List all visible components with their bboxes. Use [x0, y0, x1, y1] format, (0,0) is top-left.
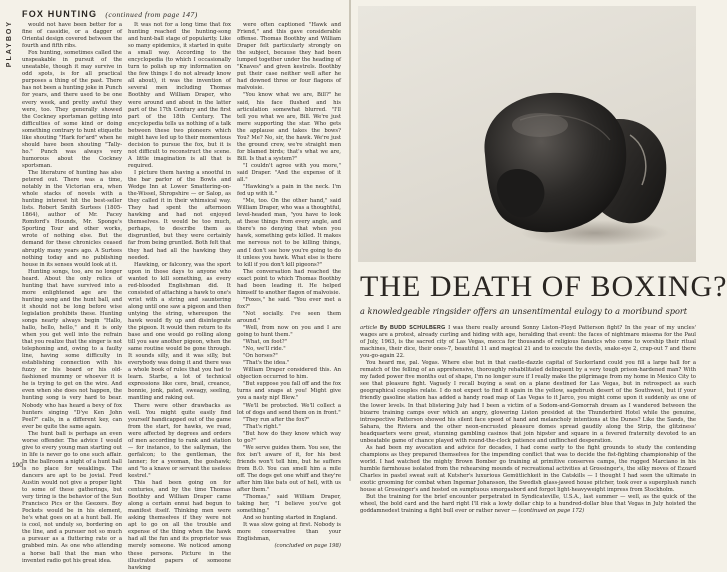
paragraph: "Thomas," said William Draper, taking her, "I believe you've got something." — [237, 494, 341, 515]
boxing-glove-icon — [460, 60, 690, 250]
concluded-note: (concluded on page 198) — [274, 543, 341, 550]
paragraph: It was slow going at first. Nobody is more conservative than your Englishman, — [237, 522, 341, 543]
paragraph: You heard me, pal. Vegas. Where else but in that castle-dazzle capital of Suckerland could you fill a large hall for a rematch of the felling of an apprehensive, thoroughly rehabilitated delinquent by a very tough prison-hardened man? With my faded power five months out of shape, I'm no longer sure if I really make the pilgrimage from my home in Mexico City to see that pleasure fight. Vaguely I recall buying a seat on a plane destined for Las Vegas, but in retrospect as such geographical couples relate. I do not expect to find it again in the yellow, sagebrush desert of the Southwest, but if your friendly gasoline station has added a handy road map of Las Vegas to it Jarco, you might come upon it suddenly as one of the lower levels. In that blistering July had I been a victim of a Sodom-and-Gomorrah dream as I wandered between the bizarre training camps over which an angry, glowering Liston presided at the Thunderbird Hotel while the genuine, introspective Patterson showed his silent face speed of hand and melancholy intentions at the Dunes? Like the Sands, the Sahara, the Riviera and the other neon-encrusted pleasure domes spread gaudily along the Strip, the glitziness' headquarters were great, stunning gambling casinos that join hipster and square in a fevered fraternity devoted to an unbeatable game of chance played with round-the-clock patience and unflinched desperation. — [360, 360, 696, 444]
paragraph: There were other drawbacks as well. You might quite easily find yourself handicapped out of the game from the start, for hawks, we read, were affected by degrees and orders of men according to rank and station — for instance, to the sallyman, the gerfalcon; to the gentleman, the lanner; for a yeoman, the goshawk; and "to a knave or servant the useless kestrel." — [128, 402, 231, 479]
page-gutter — [349, 0, 351, 481]
paragraph: would not have been better for a fine of cassidie, or a dagger of Oriental design covered between the fourth and fifth ribs. — [22, 22, 122, 50]
paragraph: "That's the idea." — [243, 360, 290, 367]
paragraph: I was there really around Sonny Liston–Floyd Patterson fight? In the year of my uncles' wages are a protest, already curling and hiding with age, heralding that event: the faces of nightmare miasma for the Paul of July, 1963, is the sacred city of Las Vegas, mecca for thousands of religious fanatics who come to worship their ritual machines, their dice, their ones-7, beautiful 11 and magical 21 and to execute the devils, snake-eye 2, crap-out 7 and there you-go-again 22. — [360, 325, 696, 360]
paragraph: Hunting songs, too, are no longer heard. About the only relics of hunting that have survived into a more enlightened age are the hunting song and the hunt ball, and it should not be long before wise legislation prohibits these. Hunting songs nearly always begin "Hallo, hallo, hello, hello," and it is only when you get well into the refrain that you realize that the singer is not telephoning and, owing to a faulty line, having some difficulty in establishing connection with his fuzzy or his board or his old-fashioned mummy or whoever it is he is trying to get on the wire. And even when she does not happen, the hunting song is very hard to bear. Nobody who has heard a bevy of fox hunters singing "D'ye Ken John Peel?" calls, in a different key, can ever be quite the same again. — [22, 268, 122, 430]
paragraph: Hawking, or falconry, was the sport upon in those days to anyone who wanted to kill something, as every red-blooded Englishman did. It consisted of attaching a hawk to one's wrist with a string and sauntering along until one saw a pigeon and then untying the string, whereupon the hawk would fly up and disintegrate the pigeon. It would then return to its base and one would go rolling along till you saw another pigeon, when the same routine would be gone through. It sounds silly, and it was silly, but everybody was doing it and there was a whole book of rules that you had to learn. Starbe, a lot of technical expressions like cere, brail, creance, bonnie, jonk, pated, sweagy, seeling, mantling and raking out. — [128, 261, 231, 402]
byline-kicker: article — [360, 325, 378, 331]
paragraph: "Not socially. I've seen them around." — [237, 310, 341, 324]
paragraph: William Draper considered this. An objection occurred to him. — [237, 367, 341, 381]
paragraph: "Me, too. On the other hand," said William Draper, who was a thoughtful, level-headed man, "you have to look at these things from every angle, and there's no denying that when you hawk, something gets killed. It makes me nervous not to be killing things, and I don't see how you're going to do it unless you hawk. What else is there to kill if you don't kill pigeons?" — [237, 198, 341, 268]
paragraph: "But how do they know which way to go?" — [237, 430, 341, 444]
paragraph: "On horses?" — [243, 353, 278, 360]
left-column-2 — [128, 22, 231, 571]
paragraph: Fox hunting, sometimes called the unspeakable in pursuit of the uneatable, though it may survive in odd spots, is for all practical purposes a thing of the past. There has not been a hunting joke in Punch for years, and there used to be one every week, and pretty awful they were, too. They generally showed the Cockney sportsman getting into difficulties of some kind or doing something contrary to hunt etiquette like shouting "Hark for'ard" when he should have been shouting "Tally-ho." Punch was always very humorous about the Cockney sportsman. — [22, 50, 122, 169]
paragraph: "That's right." — [243, 423, 281, 430]
article-subtitle: a knowledgeable ringsider offers an unsentimental eulogy to a moribund sport — [360, 306, 688, 316]
paragraph: "Well, from now on you and I are going to hunt them." — [237, 325, 341, 339]
paragraph: "We serve guides them. You see, the fox isn't aware of it, for his best friends won't tell him, but he suffers from B.O. You can smell him a mile off. The dogs get one whiff and they're after him like bats out of hell, with us after them." — [237, 444, 341, 494]
article-body — [360, 325, 696, 515]
paragraph: "What, on foot?" — [243, 339, 287, 346]
boxing-glove-illustration — [460, 60, 690, 250]
paragraph: It was not for a long time that fox hunting reached the hunting-song and hunt-ball stage of popularity. Like so many epidemics, it started in quite a small way. According to the encyclopedia (to which I occasionally turn to polish up my information on the few things I do not already know all about), it was the invention of several men including Thomas Boothby and William Draper, who were around and about in the latter part of the 17th Century and the first part of the 18th Century. The encyclopedia tells us nothing of a talk between these two pioneers which might have led up to their momentous decision to pursue the fox, but it is not difficult to reconstruct the scene. A little imagination is all that is required. — [128, 22, 231, 169]
left-column-1 — [22, 22, 122, 564]
continued-from: (continued from page 147) — [105, 10, 198, 19]
continued-note: (continued on page 172) — [518, 508, 585, 515]
paragraph: I picture them having a snootful in the bar parlor of the Bowls and Wedge Inn at Lower Smattering-on-the-Wissel, Shropshire — or Salop, as they called it in their whimsical way. They had spent the afternoon hawking and had not enjoyed themselves. It would be too much, perhaps, to describe them as disgruntled, but they were certainly far from being gruntled. Both felt that they had had all the hawking they needed. — [128, 169, 231, 261]
byline-paragraph — [360, 325, 696, 360]
section-title: FOX HUNTING — [22, 9, 98, 19]
article-title: THE DEATH OF BOXING? — [360, 270, 727, 303]
paragraph: "I couldn't agree with you more," said Draper. "And the expense of it all." — [237, 162, 341, 184]
paragraph: "They run after the fox?" — [243, 416, 310, 423]
paragraph: "You know what we are, Bill?" he said, his face flushed and his articulation somewhat blurred. "I'll tell you what we are, Bill. We're just mere supporting the star. Who gets the applause and takes the bows? You? Me? No, sir, the hawk. We're just the ground crew, we're straight men for blamed birds; that's what we are, Bill. Is that a system?" — [237, 92, 341, 162]
paragraph: This had been going on for centuries, and by the time Thomas Boothby and William Draper came along a certain ennui had begun to manifest itself. Thinking men were asking themselves if they were not apt to go on all the trouble and expense of the thing when the hawk had all the fun and its proprietor was merely someone. We noticed among these persons. Picture in the illustrated papers of someone hawking — [128, 480, 231, 571]
paragraph: And so hunting started in England. — [243, 515, 338, 522]
magazine-name-vertical: PLAYBOY — [6, 20, 13, 68]
left-column-3 — [237, 22, 341, 550]
paragraph: "Foxes," he said. "You ever met a fox?" — [237, 296, 341, 310]
paragraph-text: But the training for the brief encounter perpetrated in Syndicateville, U.S.A., last summer — well, as the quick of the wheel, the bold card and the hard right I'll risk a lowly dollar chip to a hundred-dollar blue that Vegas in July hoisted the goddamnedest training a fight bull ever or rather never — — [360, 494, 696, 515]
paragraph: "We'll be protected. We'll collect a lot of dogs and send them on in front." — [237, 402, 341, 416]
paragraph: "No, we'll ride." — [243, 346, 286, 353]
paragraph — [360, 494, 696, 515]
paragraph: The literature of hunting has also petered out. There was a time, notably in the Victorian era, when whole stacks of novels with a hunting interest hit the best-seller lists. Robert Smith Surtees (1805-1864), author of Mr. Facey Romford's Hounds, Mr. Sponge's Sporting Tour and other works, wrote of nothing else. But the demand for these chronicles ceased abruptly many years ago. A Surtees nothing today and no publishing house in its senses would look at it. — [22, 169, 122, 268]
paragraph: "But suppose you fall off and the fox turns and snaps at you! Might give you a nasty nip! Blew." — [237, 381, 341, 402]
running-head — [22, 9, 198, 19]
paragraph: "Hawking's a pain in the neck. I'm fed up with it." — [237, 184, 341, 198]
paragraph: As had been my avocation and advice for decades, I had come early to the fight grounds to study the contending champions as they prepared themselves for the impending conflict that was to decide the fist-fighting championship of the world. I had watched the mighty Brown Bomber go training at primitive conserves camps, the rugged Marciano in his humble farmhouse isolated from the rehearsing mounds of recreational activities at Grossinger's, the silky moves of Ezzard Charles in pastel sweat suit at Kutsher's luxurious Gemütlichkeit in the Catskills — I thought I had seen the ultimate in exotic grooming for combat when Ingemar Johansson, the Swedish glass-jawed house pitcher, took over a superplush ranch house at Grossinger's and hosted on sumptuous smorgasbord and forgot light-heavyweight impress from Stockholm. — [360, 444, 696, 494]
paragraph: were often captioned "Hawk and Friend," and this gave considerable offense. Thomas Boothby and William Draper felt particularly strongly on the subject, because they had been lumped together under the heading of "Knaves" and given kestrels. Boothby put their case neither well after he had downed three or four flagons of malvoisie. — [237, 22, 341, 92]
byline: By BUDD SCHULBERG — [379, 325, 446, 331]
page-number: 190 — [12, 462, 23, 469]
paragraph: The hunt ball is perhaps an even worse offender. The advice I would give to every young man starting out in life is never go to one such affair. In the ballroom a night of a hunt ball is no place for weaklings. The dancers are apt to be jovial. Fred Austin would not give a proper light to some of these gatherings, but very tiring is the behavior of the Sun Francisco Pics or the Geezers. Boy Pockets would be in his element, he's what goes on at a hunt ball. He is cool, not unduly so, bordering on the line, and a pursuer not so much a pursuer as a fluttering rate or a grabbed min. As one who attending a horse ball that the man who invented radio got his great idea. — [22, 430, 122, 564]
paragraph: The conversation had reached the exact point to which Thomas Boothby had been leading it. He helped himself to another flagon of malvoisie. — [237, 268, 341, 296]
